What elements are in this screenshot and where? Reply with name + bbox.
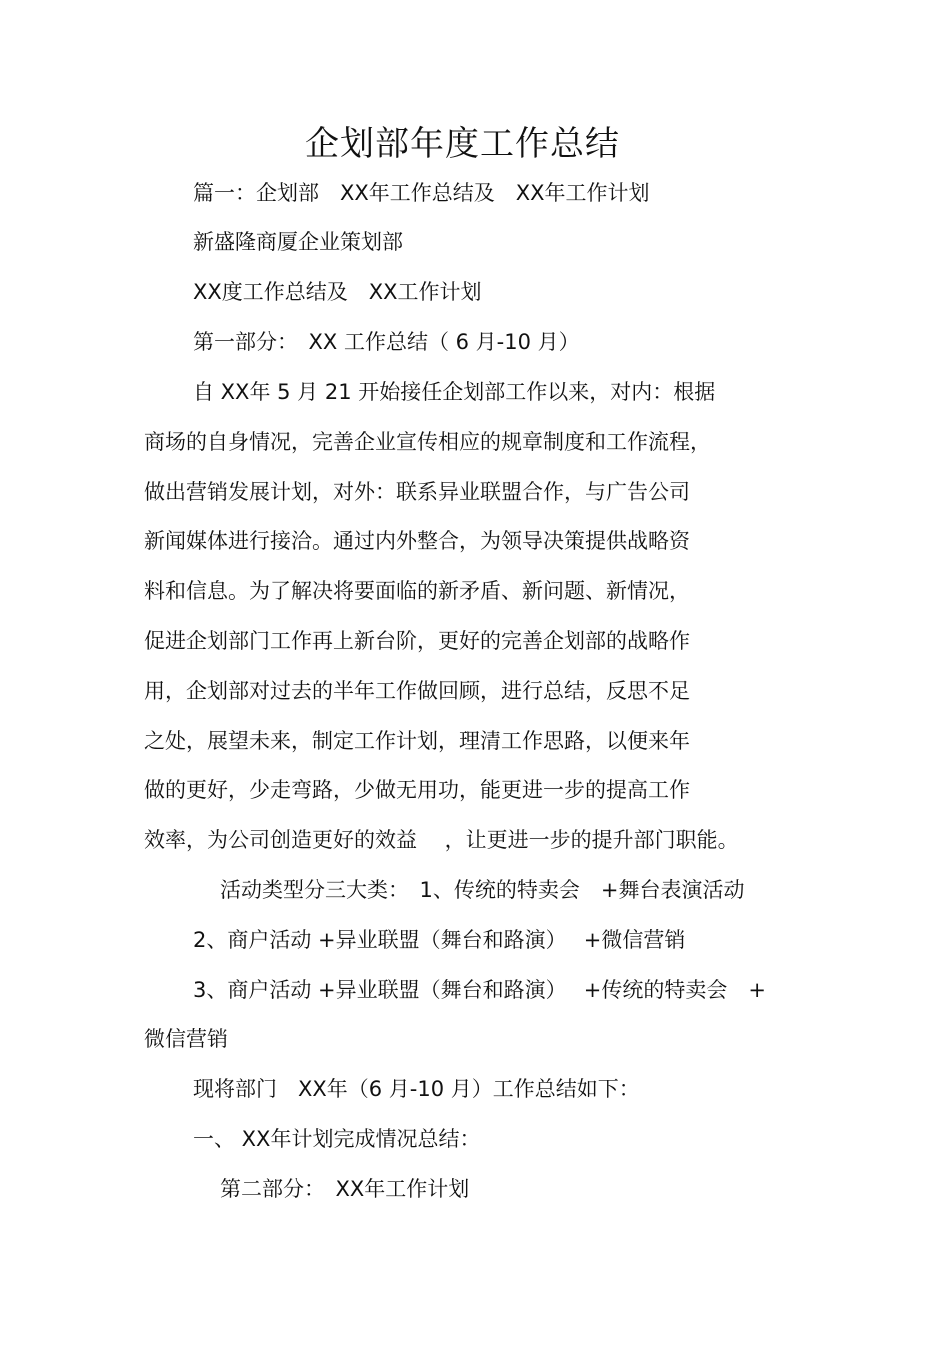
text-line: 活动类型分三大类： 1、传统的特卖会 +舞台表演活动 — [220, 878, 745, 902]
text-line: 之处，展望未来，制定工作计划，理清工作思路，以便来年 — [144, 729, 690, 753]
text-line: 2、商户活动 +异业联盟（舞台和路演） +微信营销 — [193, 928, 686, 952]
text-line: 第二部分： XX年工作计划 — [220, 1177, 470, 1201]
document-title: 企划部年度工作总结 — [305, 124, 620, 164]
text-line: XX度工作总结及 XX工作计划 — [193, 280, 482, 304]
text-line: 篇一：企划部 XX年工作总结及 XX年工作计划 — [193, 181, 650, 205]
text-line: 做的更好，少走弯路，少做无用功，能更进一步的提高工作 — [144, 778, 690, 802]
text-line: 自 XX年 5 月 21 开始接任企划部工作以来，对内：根据 — [193, 380, 716, 404]
text-line: 新闻媒体进行接洽。通过内外整合，为领导决策提供战略资 — [144, 529, 690, 553]
text-line: 一、 XX年计划完成情况总结： — [193, 1127, 481, 1151]
text-line: 微信营销 — [144, 1027, 228, 1051]
text-line: 效率，为公司创造更好的效益 ，让更进一步的提升部门职能。 — [144, 828, 739, 852]
text-line: 促进企划部门工作再上新台阶，更好的完善企划部的战略作 — [144, 629, 690, 653]
text-line: 3、商户活动 +异业联盟（舞台和路演） +传统的特卖会 + — [193, 978, 766, 1002]
text-line: 第一部分： XX 工作总结（ 6 月-10 月） — [193, 330, 580, 354]
text-line: 用，企划部对过去的半年工作做回顾，进行总结，反思不足 — [144, 679, 690, 703]
text-line: 做出营销发展计划，对外：联系异业联盟合作，与广告公司 — [144, 480, 690, 504]
text-line: 商场的自身情况，完善企业宣传相应的规章制度和工作流程， — [144, 430, 711, 454]
text-line: 现将部门 XX年（6 月-10 月）工作总结如下： — [193, 1077, 640, 1101]
text-line: 新盛隆商厦企业策划部 — [193, 230, 403, 254]
text-line: 料和信息。为了解决将要面临的新矛盾、新问题、新情况， — [144, 579, 690, 603]
